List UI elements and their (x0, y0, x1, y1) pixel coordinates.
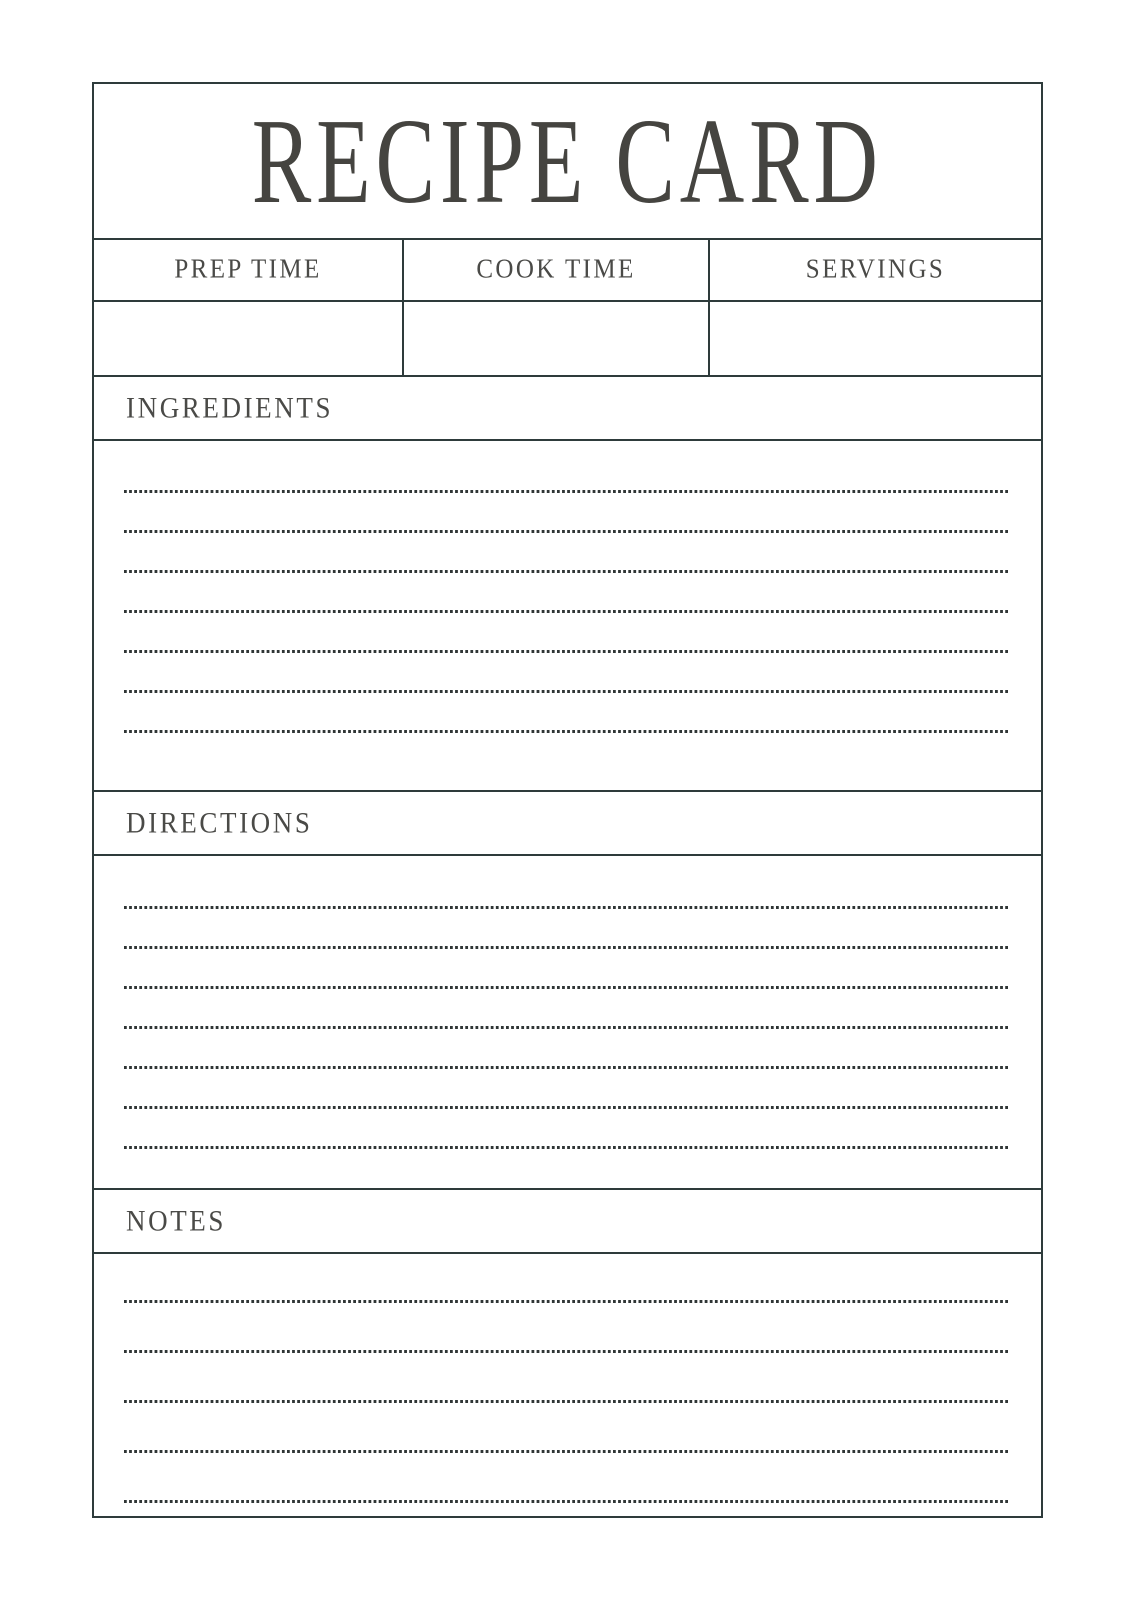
notes-line-5[interactable] (124, 1500, 1010, 1503)
meta-value-servings[interactable] (710, 304, 1041, 375)
rule-above-notes-header (94, 1188, 1041, 1190)
rule-below-ingredients-header (94, 439, 1041, 441)
rule-below-directions-header (94, 854, 1041, 856)
page-title: RECIPE CARD (251, 93, 884, 229)
meta-value-cook-time[interactable] (404, 304, 708, 375)
directions-line-5[interactable] (124, 1066, 1010, 1069)
meta-label-prep-time: PREP TIME (174, 254, 322, 285)
section-header-ingredients: INGREDIENTS (126, 391, 334, 424)
meta-divider-left (402, 238, 404, 375)
ingredients-line-7[interactable] (124, 730, 1010, 733)
directions-line-1[interactable] (124, 906, 1010, 909)
meta-label-servings: SERVINGS (805, 254, 946, 285)
ingredients-line-3[interactable] (124, 570, 1010, 573)
section-header-directions: DIRECTIONS (126, 806, 313, 839)
section-header-notes: NOTES (126, 1204, 226, 1237)
ingredients-line-1[interactable] (124, 490, 1010, 493)
ingredients-line-2[interactable] (124, 530, 1010, 533)
ingredients-line-5[interactable] (124, 650, 1010, 653)
rule-below-notes-header (94, 1252, 1041, 1254)
directions-line-6[interactable] (124, 1106, 1010, 1109)
directions-line-3[interactable] (124, 986, 1010, 989)
recipe-card (92, 82, 1043, 1518)
rule-below-meta-labels (94, 300, 1041, 302)
ingredients-line-4[interactable] (124, 610, 1010, 613)
meta-divider-right (708, 238, 710, 375)
meta-label-cook-time: COOK TIME (476, 254, 636, 285)
directions-line-4[interactable] (124, 1026, 1010, 1029)
directions-line-2[interactable] (124, 946, 1010, 949)
directions-line-7[interactable] (124, 1146, 1010, 1149)
meta-value-prep-time[interactable] (94, 304, 402, 375)
ingredients-line-6[interactable] (124, 690, 1010, 693)
notes-line-2[interactable] (124, 1350, 1010, 1353)
title-band (94, 84, 1041, 238)
notes-line-1[interactable] (124, 1300, 1010, 1303)
notes-line-3[interactable] (124, 1400, 1010, 1403)
notes-line-4[interactable] (124, 1450, 1010, 1453)
